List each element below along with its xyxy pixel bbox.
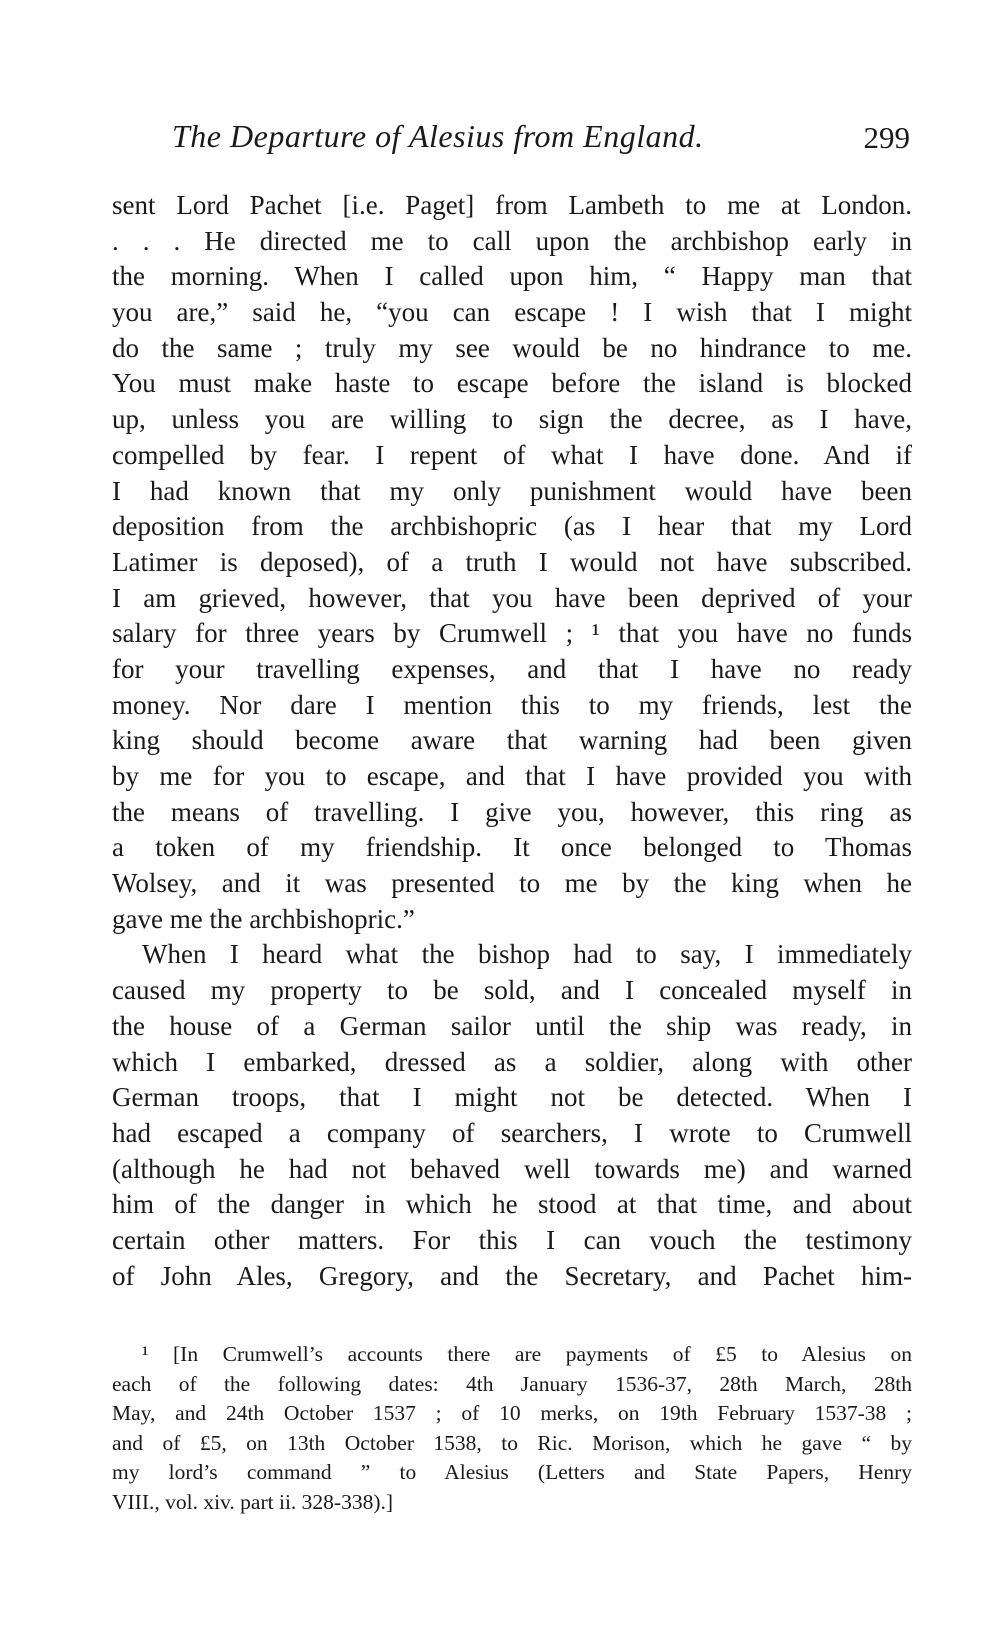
text-line: compelled by fear. I repent of what I have done. And if (112, 439, 912, 470)
text-line: You must make haste to escape before the island is blocked (112, 368, 912, 399)
text-line: I had known that my only punishment would have been (112, 475, 912, 506)
page-header (172, 118, 910, 168)
text-line: the means of travelling. I give you, however, this ring as (112, 796, 912, 827)
text-line: up, unless you are willing to sign the decree, as I have, (112, 404, 912, 435)
text-line: a token of my friendship. It once belonged to Thomas (112, 832, 912, 863)
text-line: the morning. When I called upon him, “ Happy man that (112, 261, 912, 292)
page-number: 299 (863, 120, 910, 155)
text-line: certain other matters. For this I can vouch the testimony (112, 1224, 912, 1255)
text-line: which I embarked, dressed as a soldier, along with other (112, 1046, 912, 1077)
footnote-line: each of the following dates: 4th January 1536-37, 28th March, 28th (112, 1371, 912, 1396)
text-line: money. Nor dare I mention this to my friends, lest the (112, 689, 912, 720)
text-line: do the same ; truly my see would be no hindrance to me. (112, 332, 912, 363)
footnote-line: May, and 24th October 1537 ; of 10 merks, on 19th February 1537-38 ; (112, 1401, 912, 1425)
body-text (112, 188, 912, 1294)
text-line: you are,” said he, “you can escape ! I wish that I might (112, 297, 912, 328)
text-line: king should become aware that warning had been given (112, 725, 912, 756)
text-line: I am grieved, however, that you have been deprived of your (112, 582, 912, 613)
text-line: of John Ales, Gregory, and the Secretary, and Pachet him- (112, 1260, 912, 1291)
text-line: Wolsey, and it was presented to me by the king when he (112, 868, 912, 899)
text-line: by me for you to escape, and that I have provided you with (112, 761, 912, 791)
text-line: the house of a German sailor until the ship was ready, in (112, 1010, 912, 1041)
text-line: for your travelling expenses, and that I have no ready (112, 653, 912, 684)
footnote-line: and of £5, on 13th October 1538, to Ric. Morison, which he gave “ by (112, 1430, 912, 1455)
paragraph-start-line: When I heard what the bishop had to say, I immediately (142, 939, 912, 970)
text-line: German troops, that I might not be detected. When I (112, 1082, 912, 1113)
text-line: him of the danger in which he stood at that time, and about (112, 1189, 912, 1220)
text-line: had escaped a company of searchers, I wrote to Crumwell (112, 1117, 912, 1148)
text-line: Latimer is deposed), of a truth I would not have subscribed. (112, 546, 912, 577)
footnote-line: VIII., vol. xiv. part ii. 328-338).] (112, 1489, 394, 1514)
text-line: deposition from the archbishopric (as I hear that my Lord (112, 511, 912, 542)
text-line: (although he had not behaved well towards me) and warned (112, 1153, 912, 1184)
running-title: The Departure of Alesius from England. (172, 118, 704, 154)
text-line: . . . He directed me to call upon the archbishop early in (112, 225, 912, 256)
text-line: sent Lord Pachet [i.e. Paget] from Lambeth to me at London. (112, 190, 912, 220)
text-line: caused my property to be sold, and I concealed myself in (112, 975, 912, 1006)
footnote-line: ¹ [In Crumwell’s accounts there are payments of £5 to Alesius on (142, 1342, 912, 1366)
text-line: salary for three years by Crumwell ; ¹ that you have no funds (112, 618, 912, 649)
text-line: gave me the archbishopric.” (112, 903, 415, 934)
footnotes (112, 1340, 912, 1517)
footnote-line: my lord’s command ” to Alesius (Letters and State Papers, Henry (112, 1460, 912, 1484)
